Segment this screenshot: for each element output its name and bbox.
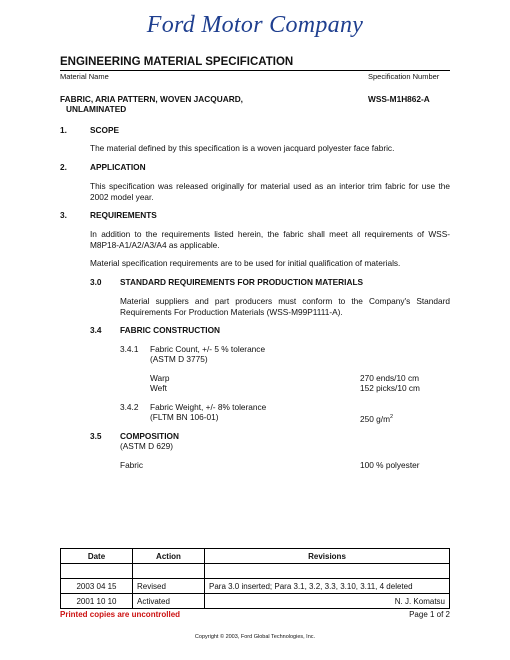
spec-number: WSS-M1H862-A	[368, 94, 430, 104]
section-3-4-2-method: (FLTM BN 106-01)	[150, 412, 219, 422]
revision-header-action: Action	[133, 549, 205, 564]
fabric-value: 100 % polyester	[360, 460, 420, 470]
section-3-5-title: COMPOSITION	[120, 431, 180, 441]
section-3-5-number: 3.5	[90, 431, 102, 441]
uncontrolled-notice: Printed copies are uncontrolled	[60, 610, 181, 619]
section-1-number: 1.	[60, 125, 67, 135]
copyright: Copyright © 2003, Ford Global Technologies, Inc.	[194, 634, 316, 640]
warp-label: Warp	[150, 373, 170, 383]
warp-value: 270 ends/10 cm	[360, 373, 420, 383]
ford-logo: Ford Motor Company	[146, 12, 364, 38]
revision-header-revisions: Revisions	[205, 549, 450, 564]
section-3-4-1-method: (ASTM D 3775)	[150, 354, 208, 364]
revision-table	[60, 548, 450, 609]
revision-date: 2001 10 10	[61, 594, 133, 609]
material-name-line1: FABRIC, ARIA PATTERN, WOVEN JACQUARD,	[60, 94, 243, 104]
revision-text: Para 3.0 inserted; Para 3.1, 3.2, 3.3, 3.10, 3.11, 4 deleted	[205, 579, 450, 594]
revision-action: Revised	[133, 579, 205, 594]
revision-action	[133, 564, 205, 579]
revision-text	[205, 564, 450, 579]
revision-header-row	[61, 549, 450, 564]
revision-header-date: Date	[61, 549, 133, 564]
section-3-4-title: FABRIC CONSTRUCTION	[120, 325, 221, 335]
section-3-4-1-number: 3.4.1	[120, 344, 139, 354]
document-title: ENGINEERING MATERIAL SPECIFICATION	[60, 56, 294, 68]
section-3-4-2-title: Fabric Weight, +/- 8% tolerance	[150, 402, 267, 412]
section-3-4-1-title: Fabric Count, +/- 5 % tolerance	[150, 344, 266, 354]
section-2-number: 2.	[60, 162, 67, 172]
section-2-title: APPLICATION	[90, 162, 146, 172]
section-3-text-1: In addition to the requirements listed herein, the fabric shall meet all requirements of WSS-M8P18-A1/A2/A3/A4 as applicable.	[90, 229, 450, 250]
section-1-text: The material defined by this specification is a woven jacquard polyester face fabric.	[90, 143, 395, 153]
section-3-text-2: Material specification requirements are to be used for initial qualification of materials.	[90, 258, 401, 268]
weft-value: 152 picks/10 cm	[360, 383, 420, 393]
section-2-text: This specification was released originally for material used as an interior trim fabric for use the 2002 model year.	[90, 181, 450, 202]
section-3-4-2-number: 3.4.2	[120, 402, 139, 412]
revision-text: N. J. Komatsu	[205, 594, 450, 609]
page-number: Page 1 of 2	[409, 610, 450, 619]
revision-action: Activated	[133, 594, 205, 609]
material-name-line2: UNLAMINATED	[66, 104, 127, 114]
section-3-0-text: Material suppliers and part producers must conform to the Company's Standard Requirements For Production Materials (WSS-M99P1111-A).	[120, 296, 450, 317]
section-3-number: 3.	[60, 210, 67, 220]
section-3-5-method: (ASTM D 629)	[120, 441, 174, 451]
table-row	[61, 594, 450, 609]
revision-date: 2003 04 15	[61, 579, 133, 594]
spec-number-label: Specification Number	[368, 72, 440, 81]
section-3-0-number: 3.0	[90, 277, 102, 287]
weight-value-text: 250 g/m	[360, 413, 390, 424]
section-3-title: REQUIREMENTS	[90, 210, 157, 220]
fabric-label: Fabric	[120, 460, 144, 470]
weight-value	[360, 412, 393, 425]
material-name-label: Material Name	[60, 72, 109, 81]
weight-value-superscript: 2	[389, 414, 394, 420]
table-row	[61, 579, 450, 594]
section-1-title: SCOPE	[90, 125, 120, 135]
weft-label: Weft	[150, 383, 167, 393]
section-3-4-number: 3.4	[90, 325, 102, 335]
section-3-0-title: STANDARD REQUIREMENTS FOR PRODUCTION MATERIALS	[120, 277, 364, 287]
table-row	[61, 564, 450, 579]
revision-date	[61, 564, 133, 579]
title-rule	[60, 70, 450, 71]
